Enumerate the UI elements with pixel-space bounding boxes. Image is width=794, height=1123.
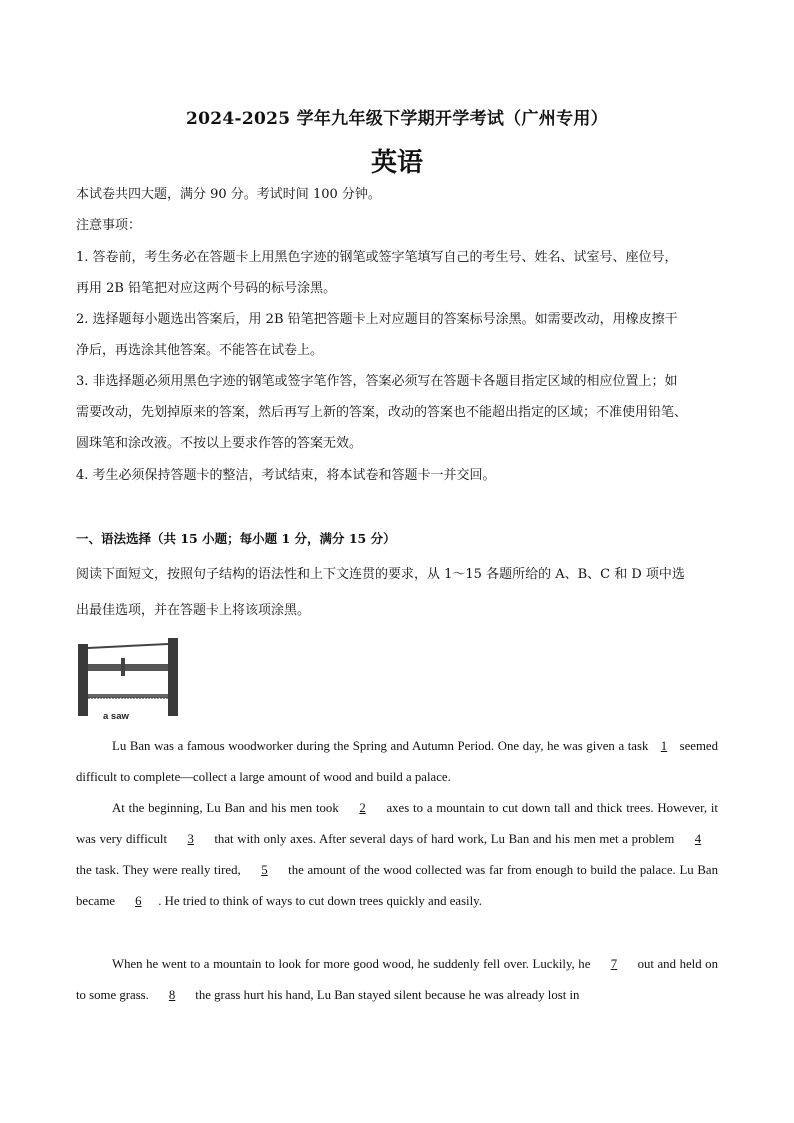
passage-text: the grass hurt his hand, Lu Ban stayed silent because he was already lost in bbox=[192, 988, 580, 1002]
passage-text: axes to a mountain to cut down tall and thick trees. However, it was very difficult bbox=[76, 801, 718, 846]
notice-line: 1. 答卷前，考生务必在答题卡上用黑色字迹的钢笔或签字笔填写自己的考生号、姓名、试室号、座位号， bbox=[76, 250, 678, 265]
answer-blank[interactable]: 6 bbox=[135, 894, 142, 908]
passage-text: When he went to a mountain to look for more good wood, he suddenly fell over. Luckily, he bbox=[112, 957, 594, 971]
notice-heading: 注意事项： bbox=[76, 218, 142, 233]
notice-line: 再用 2B 铅笔把对应这两个号码的标号涂黑。 bbox=[76, 281, 337, 296]
exam-title: 2024-2025 学年九年级下学期开学考试（广州专用） bbox=[185, 109, 608, 129]
passage-text: the amount of the wood collected was far from enough to build the palace. Lu Ban became bbox=[76, 863, 718, 908]
subject-title: 英语 bbox=[370, 148, 423, 178]
passage-text: that with only axes. After several days of hard work, Lu Ban and his men met a problem bbox=[210, 832, 678, 846]
passage-text: At the beginning, Lu Ban and his men took bbox=[112, 801, 343, 815]
answer-blank[interactable]: 4 bbox=[694, 832, 702, 846]
notice-line: 需要改动，先划掉原来的答案，然后再写上新的答案，改动的答案也不能超出指定的区域；不准使用铅笔、 bbox=[76, 405, 688, 420]
notice-line: 净后，再选涂其他答案。不能答在试卷上。 bbox=[76, 343, 324, 358]
passage-text: out and held on to some grass. bbox=[76, 957, 718, 1002]
passage-text: Lu Ban was a famous woodworker during the Spring and Autumn Period. One day, he was given a task bbox=[112, 739, 652, 753]
image-caption: a saw bbox=[103, 711, 129, 722]
notice-line: 4. 考生必须保持答题卡的整洁，考试结束，将本试卷和答题卡一并交回。 bbox=[76, 468, 496, 483]
answer-blank[interactable]: 2 bbox=[359, 801, 366, 815]
answer-blank[interactable]: 7 bbox=[610, 957, 618, 971]
answer-blank[interactable]: 3 bbox=[187, 832, 194, 846]
instruction-line: 出最佳选项，并在答题卡上将该项涂黑。 bbox=[76, 603, 311, 618]
section-heading: 一、语法选择（共 15 小题；每小题 1 分，满分 15 分） bbox=[76, 531, 396, 546]
passage-paragraph-3 bbox=[76, 949, 718, 1011]
notice-line: 圆珠笔和涂改液。不按以上要求作答的答案无效。 bbox=[76, 436, 363, 451]
passage-paragraph-1 bbox=[76, 731, 718, 793]
answer-blank[interactable]: 5 bbox=[261, 863, 268, 877]
passage-paragraph-2 bbox=[76, 793, 718, 917]
passage-text: the task. They were really tired, bbox=[76, 863, 245, 877]
notice-line: 3. 非选择题必须用黑色字迹的钢笔或签字笔作答，答案必须写在答题卡各题目指定区域的相应位置上；如 bbox=[76, 374, 678, 389]
notice-line: 2. 选择题每小题选出答案后，用 2B 铅笔把答题卡上对应题目的答案标号涂黑。如需要改动，用橡皮擦干 bbox=[76, 312, 678, 327]
answer-blank[interactable]: 8 bbox=[168, 988, 176, 1002]
answer-blank[interactable]: 1 bbox=[660, 739, 668, 753]
instruction-line: 阅读下面短文，按照句子结构的语法性和上下文连贯的要求，从 1～15 各题所给的 A、B、C 和 D 项中选 bbox=[76, 567, 685, 582]
passage-text: . He tried to think of ways to cut down trees quickly and easily. bbox=[158, 894, 482, 908]
exam-summary: 本试卷共四大题，满分 90 分。考试时间 100 分钟。 bbox=[76, 187, 381, 202]
passage-text: seemed difficult to complete—collect a large amount of wood and build a palace. bbox=[76, 739, 718, 784]
